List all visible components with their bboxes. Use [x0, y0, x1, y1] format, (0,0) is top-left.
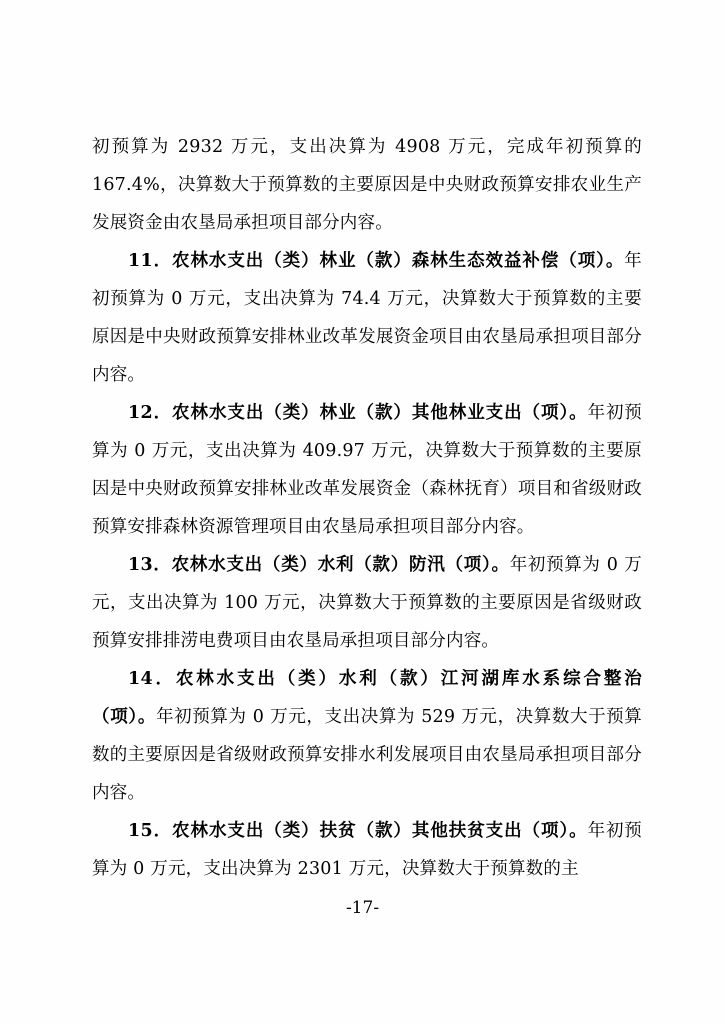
- paragraph-item-12: [92, 394, 642, 546]
- paragraph-text: 初预算为 2932 万元，支出决算为 4908 万元，完成年初预算的 167.4%，决算数大于预算数的主要原因是中央财政预算安排农业生产发展资金由农垦局承担项目部分内容。: [92, 137, 642, 233]
- paragraph-text: 年初预算为 0 万元，支出决算为 409.97 万元，决算数大于预算数的主要原因是中央财政预算安排林业改革发展资金（森林抚育）项目和省级财政预算安排森林资源管理项目由农垦局承担项目部分内容。: [92, 403, 642, 537]
- paragraph-heading: 15．农林水支出（类）扶贫（款）其他扶贫支出（项）。: [128, 821, 588, 841]
- paragraph-item-11: [92, 242, 642, 394]
- paragraph-text: 年初预算为 0 万元，支出决算为 74.4 万元，决算数大于预算数的主要原因是中央财政预算安排林业改革发展资金项目由农垦局承担项目部分内容。: [92, 251, 642, 385]
- page-number: -17-: [345, 898, 380, 918]
- document-body: [92, 128, 642, 888]
- paragraph-text: 年初预算为 0 万元，支出决算为 100 万元，决算数大于预算数的主要原因是省级财政预算安排排涝电费项目由农垦局承担项目部分内容。: [92, 555, 643, 651]
- paragraph-item-15: [92, 812, 642, 888]
- paragraph-item-14: [92, 660, 642, 812]
- paragraph-heading: 14．农林水支出（类）水利（款）江河湖库水系综合整治（项）。: [92, 669, 642, 727]
- paragraph-heading: 11．农林水支出（类）林业（款）森林生态效益补偿（项）。: [128, 251, 625, 271]
- paragraph-continued: [92, 128, 642, 242]
- paragraph-item-13: [92, 546, 642, 660]
- paragraph-heading: 12．农林水支出（类）林业（款）其他林业支出（项）。: [128, 403, 588, 423]
- paragraph-heading: 13．农林水支出（类）水利（款）防汛（项）。: [128, 555, 510, 575]
- paragraph-text: 年初预算为 0 万元，支出决算为 2301 万元，决算数大于预算数的主: [92, 821, 642, 879]
- paragraph-text: 年初预算为 0 万元，支出决算为 529 万元，决算数大于预算数的主要原因是省级财政预算安排水利发展项目由农垦局承担项目部分内容。: [92, 707, 642, 803]
